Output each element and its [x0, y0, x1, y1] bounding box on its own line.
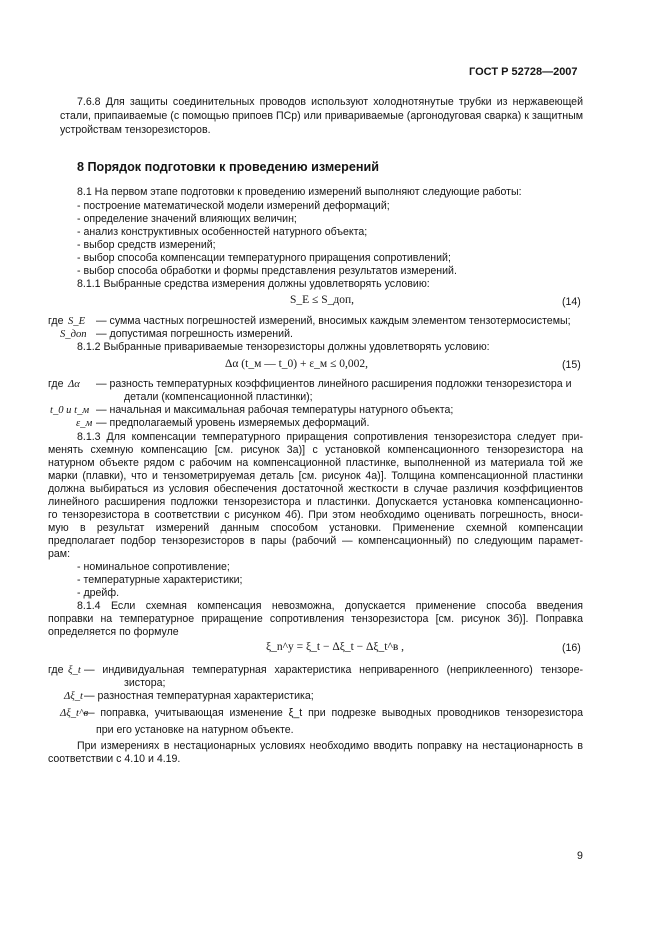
- definition-text: — индивидуальная температурная характеристика неприваренного (неприклеенного) тензоре-: [84, 664, 583, 676]
- formula-14: S_E ≤ S_доп,: [290, 294, 355, 306]
- definition-text: — допустимая погрешность измерений.: [96, 328, 293, 340]
- definition-text: — сумма частных погрешностей измерений, вносимых каждым элементом тензотермосистемы;: [96, 315, 571, 327]
- paragraph-line: го тензорезистора в соответствии с рисунком 4б). При этом необходимо оценивать погрешность, вноси-: [48, 509, 583, 521]
- paragraph-line: 8.1.1 Выбранные средства измерения должны удовлетворять условию:: [77, 278, 430, 290]
- list-item: - определение значений влияющих величин;: [77, 213, 297, 225]
- paragraph-line: При измерениях в нестационарных условиях необходимо вводить поправку на нестационарность в: [77, 740, 583, 752]
- paragraph-line: стали, припаиваемые (с помощью припоев ПСр) или привариваемые (аргонодуговая сварка) к защитным: [60, 110, 583, 122]
- paragraph-line: 7.6.8 Для защиты соединительных проводов используют холоднотянутые трубки из нержавеющей: [77, 96, 583, 108]
- paragraph-line: соответствии с 4.10 и 4.19.: [48, 753, 181, 765]
- section-title: 8 Порядок подготовки к проведению измерений: [77, 160, 379, 174]
- paragraph-line: менять схемную компенсацию [см. рисунок 3а)] с установкой компенсационного тензорезистора на: [48, 444, 583, 456]
- paragraph-line: определяется по формуле: [48, 626, 179, 638]
- symbol: ε_м: [76, 418, 93, 429]
- where-label: где: [48, 315, 64, 327]
- symbol: t_0 и t_м: [50, 405, 90, 416]
- symbol: Δξ_t^в: [60, 708, 89, 719]
- page-number: 9: [577, 850, 583, 862]
- paragraph-line: мую в результат измерений данным способом установки. Применение схемной компенсации: [48, 522, 583, 534]
- where-label: где: [48, 664, 64, 676]
- symbol: S_доп: [60, 329, 87, 340]
- list-item: - построение математической модели измерений деформаций;: [77, 200, 390, 212]
- symbol: Δα: [68, 379, 80, 390]
- list-item: - номинальное сопротивление;: [77, 561, 230, 573]
- definition-text: — предполагаемый уровень измеряемых деформаций.: [96, 417, 370, 429]
- formula-number: (14): [562, 296, 581, 308]
- paragraph-line: натурном объекте рядом с рабочим на компенсационной пластинке, выполненной из материала той же: [48, 457, 583, 469]
- paragraph-line: 8.1.4 Если схемная компенсация невозможна, допускается применение способа введения: [77, 600, 583, 612]
- definition-text: зистора;: [124, 677, 166, 689]
- definition-text: — разность температурных коэффициентов линейного расширения подложки тензорезистора и: [96, 378, 572, 390]
- list-item: - выбор способа обработки и формы представления результатов измерений.: [77, 265, 457, 277]
- paragraph-line: предполагает подбор тензорезисторов в пары (рабочий — компенсационный) по следующим парамет-: [48, 535, 583, 547]
- paragraph-line: устройствам тензорезисторов.: [60, 124, 211, 136]
- formula-15: Δα (t_м — t_0) + ε_м ≤ 0,002,: [225, 358, 369, 370]
- formula-number: (15): [562, 359, 581, 371]
- paragraph-line: линейного расширения подложки тензорезистора и пластинки. Допускается установка компенсационно-: [48, 496, 583, 508]
- paragraph-line: поправки на температурное приращение сопротивления тензорезистора [см. рисунок 3б)]. Поправка: [48, 613, 583, 625]
- formula-16: ξ_n^y = ξ_t − Δξ_t − Δξ_t^в ,: [266, 641, 405, 653]
- definition-text: — разностная температурная характеристика;: [84, 690, 314, 702]
- symbol: S_E: [68, 316, 86, 327]
- list-item: - выбор средств измерений;: [77, 239, 216, 251]
- standard-header: ГОСТ Р 52728—2007: [469, 66, 578, 78]
- paragraph-line: 8.1 На первом этапе подготовки к проведению измерений выполняют следующие работы:: [77, 186, 522, 198]
- paragraph-line: должна выбираться из условия обеспечения достаточной жесткости в случае различия коэффициентов: [48, 483, 583, 495]
- list-item: - температурные характеристики;: [77, 574, 243, 586]
- list-item: - дрейф.: [77, 587, 120, 599]
- paragraph-line: 8.1.3 Для компенсации температурного приращения сопротивления тензорезистора следует при-: [77, 431, 583, 443]
- paragraph-line: рам:: [48, 548, 71, 560]
- symbol: ξ_t: [68, 665, 81, 676]
- formula-number: (16): [562, 642, 581, 654]
- paragraph-line: 8.1.2 Выбранные привариваемые тензорезисторы должны удовлетворять условию:: [77, 341, 490, 353]
- definition-text: — начальная и максимальная рабочая температуры натурного объекта;: [96, 404, 454, 416]
- definition-text: — поправка, учитывающая изменение ξ_t при подрезке выводных проводников тензорезистора: [84, 707, 583, 719]
- list-item: - анализ конструктивных особенностей натурного объекта;: [77, 226, 368, 238]
- paragraph-line: марки (плавки), что и тензометрируемая деталь [см. рисунок 4а)]. Толщина компенсационной пластинки: [48, 470, 583, 482]
- where-label: где: [48, 378, 64, 390]
- definition-text: детали (компенсационной пластинки);: [124, 391, 313, 403]
- list-item: - выбор способа компенсации температурного приращения сопротивлений;: [77, 252, 451, 264]
- symbol: Δξ_t: [64, 691, 83, 702]
- definition-text: при его установке на натурном объекте.: [96, 724, 294, 736]
